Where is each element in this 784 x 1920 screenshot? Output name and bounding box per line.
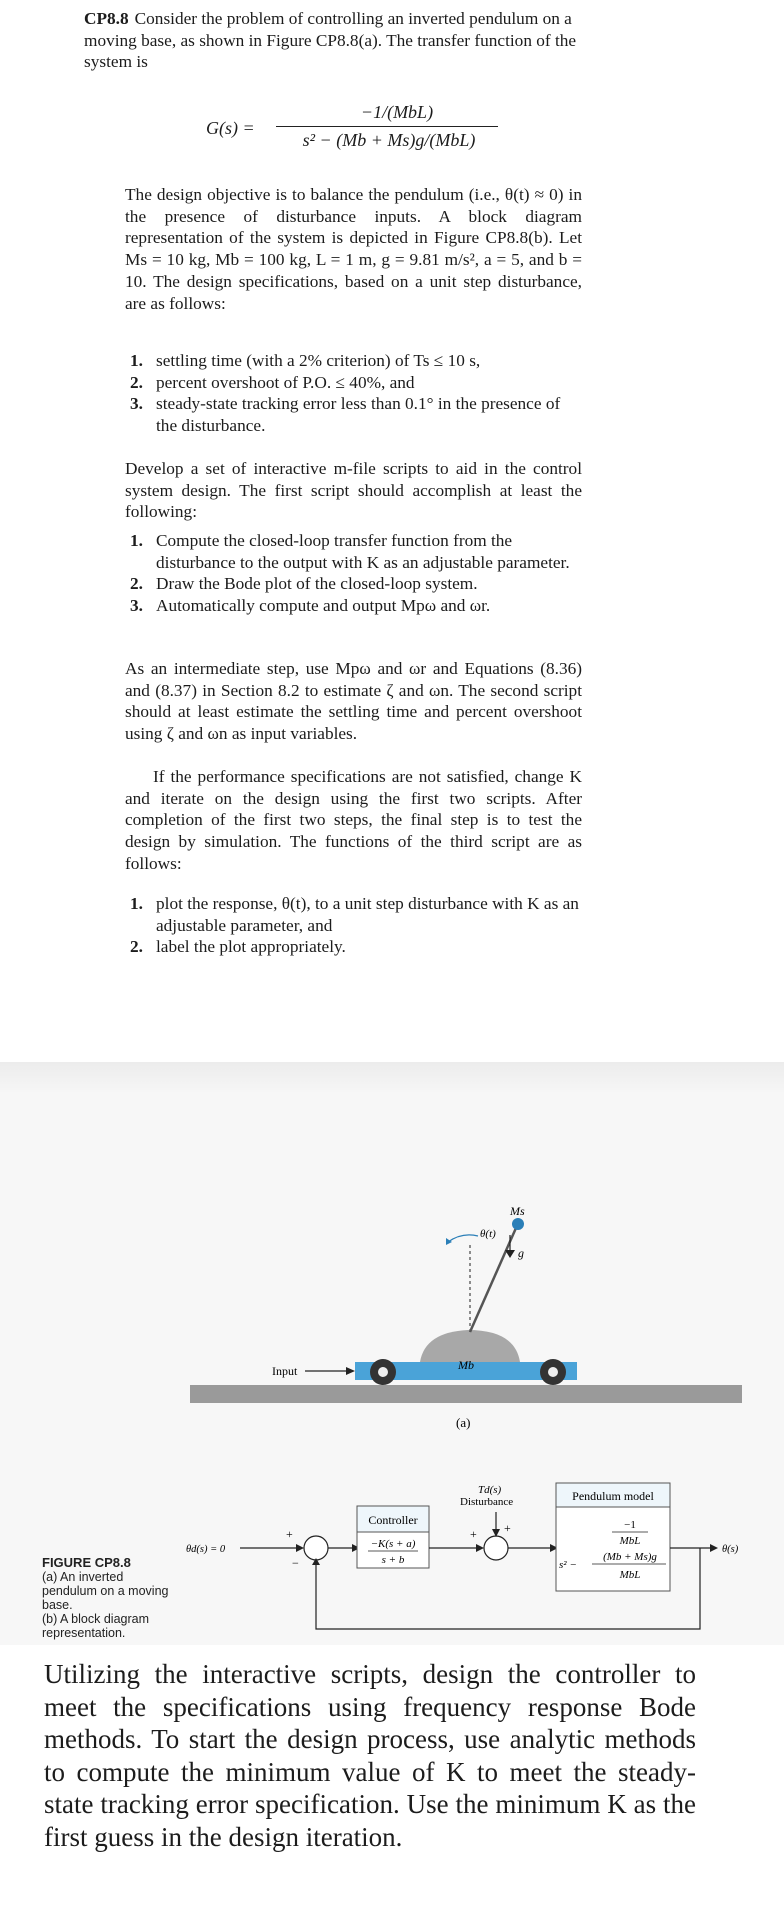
part-a-label: (a) [456,1415,471,1430]
problem-intro [84,8,584,73]
tf-denominator: s² − (Mb + Ms)g/(MbL) [302,130,476,150]
page-gap [0,1062,784,1092]
ref-arrow-icon [296,1544,304,1552]
gravity-arrow-icon [505,1250,515,1258]
theta-arc [448,1235,478,1242]
tf-numerator: −1/(MbL) [360,102,434,122]
plant-numerator: −1 [624,1519,636,1531]
theta-label: θ(t) [480,1228,496,1240]
caption-a: (a) An inverted pendulum on a moving base. [42,1570,169,1612]
specs-list [130,350,582,436]
script3-list [130,893,582,958]
ground-track [190,1385,742,1403]
spec-item: 3. steady-state tracking error less than 0.1° in the presence of the disturbance. [130,394,561,435]
intro-text: Consider the problem of controlling an inverted pendulum on a moving base, as shown in Figure CP8.8(a). The transfer function of the system is [84,9,577,71]
summing-junction-2 [484,1536,508,1560]
spec-item: 2. percent overshoot of P.O. ≤ 40%, and [130,372,415,392]
script3-item: 1. plot the response, θ(t), to a unit step disturbance with K as an adjustable parameter, and [130,894,579,935]
script1-item: 3. Automatically compute and output Mpω and ωr. [130,595,491,615]
plant-block [556,1507,670,1591]
controller-denominator: s + b [381,1554,405,1566]
script3-item: 2. label the plot appropriately. [130,937,346,956]
theta-arrow-icon [446,1238,452,1245]
script1-item: 1. Compute the closed-loop transfer function from the disturbance to the output with K as an adjustable parameter. [130,531,570,572]
plant-den-prefix: s² − [559,1559,577,1571]
output-arrow-icon [710,1544,718,1552]
pendulum-rod [470,1228,516,1332]
design-objective-paragraph: The design objective is to balance the pendulum (i.e., θ(t) ≈ 0) in the presence of disturbance inputs. A block diagram representation of the system is depicted in Figure CP8.8(b). Let Ms = 10 kg, Mb = 100 kg, L = 1 m, g = 9.81 m/s², a = 5, and b = 10. The design specifications, based on a unit step disturbance, are as follows: [125,185,582,313]
sum1-plus: + [286,1527,293,1541]
sum2-plus: + [470,1527,477,1541]
disturbance-symbol: Td(s) [478,1484,502,1496]
script1-list [130,530,582,616]
plant-numerator-2: MbL [619,1535,641,1547]
spec-item: 1. settling time (with a 2% criterion) of Ts ≤ 10 s, [130,351,481,370]
sum2-plus-disturbance: + [504,1521,511,1535]
plant-den-num: (Mb + Ms)g [603,1551,657,1563]
tf-lhs: G(s) = [206,118,255,138]
control-arrow-icon [476,1544,484,1552]
output-label: θ(s) [722,1544,739,1555]
figure-cp8-8 [0,1092,784,1645]
summing-junction-1 [304,1536,328,1560]
iteration-paragraph: If the performance specifications are not satisfied, change K and iterate on the design using the first two scripts. After completion of the first two steps, the final step is to test the design by simulation. The functions of the third script are as follows: [125,767,582,873]
input-label: Input [272,1364,298,1378]
plant-den-den: MbL [619,1569,641,1581]
controller-title: Controller [368,1513,418,1527]
caption-b: (b) A block diagram representation. [42,1612,149,1640]
pendulum-mass-ms [512,1218,524,1230]
right-wheel-hub [548,1367,558,1377]
g-label: g [518,1246,524,1260]
plant-title: Pendulum model [572,1489,654,1503]
sum1-minus: − [292,1556,299,1570]
controller-numerator: −K(s + a) [370,1538,416,1550]
reference-label: θd(s) = 0 [186,1544,226,1555]
input-arrow-icon [346,1367,355,1375]
intermediate-step-paragraph: As an intermediate step, use Mpω and ωr and Equations (8.36) and (8.37) in Section 8.2 to estimate ζ and ωn. The second script should at least estimate the settling time and percent overshoot using ζ and ωn as input variables. [125,659,582,744]
problem-label: CP8.8 [84,9,129,28]
figure-caption [42,1556,172,1640]
script1-item: 2. Draw the Bode plot of the closed-loop system. [130,574,478,593]
caption-title: FIGURE CP8.8 [42,1555,131,1570]
task-paragraph: Utilizing the interactive scripts, design the controller to meet the specifications using frequency response Bode methods. To start the design process, use analytic methods to compute the minimum value of K to meet the steady-state tracking error specification. Use the minimum K as the first guess in the design iteration. [44,1659,696,1852]
left-wheel-hub [378,1367,388,1377]
mb-label: Mb [458,1358,474,1372]
disturbance-label: Disturbance [460,1496,514,1508]
ms-label: Ms [510,1204,525,1218]
scripts-paragraph: Develop a set of interactive m-file scripts to aid in the control system design. The first script should accomplish at least the following: [125,459,582,522]
tf-fraction-bar [276,126,498,127]
